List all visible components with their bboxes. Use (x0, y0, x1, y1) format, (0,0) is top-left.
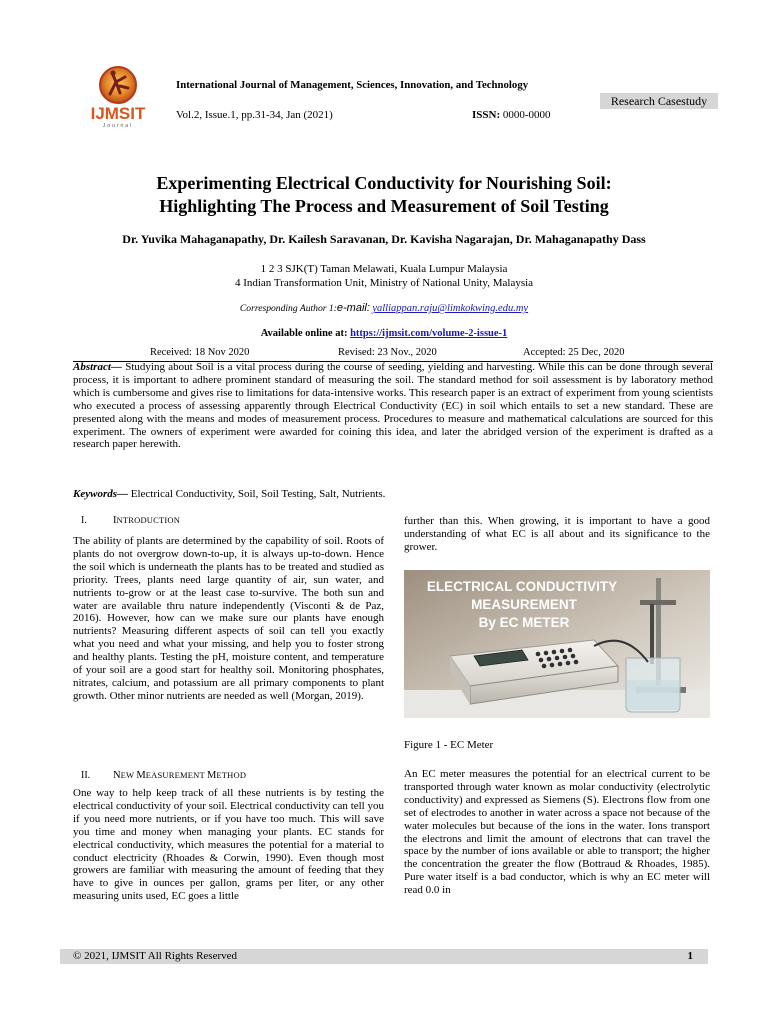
method-body (73, 787, 384, 903)
ec-meter-paragraph: An EC meter measures the potential for an electrical current to be transported through water known as molar conductivity (electrolytic conductivity) and expressed as Siemens (S). Electrons flow from one set of electrodes to another in water across a space not because of the water molecules but because of the ions in the water. Ions transport the electrons and limit the amount of electrons that can travel the space by the number of ions available or able to transport; the higher the concentration the greater the flow (Bottraud & Rhoades, 1985). Pure water itself is a bad conductor, which is why an EC meter will read 0.0 in (404, 768, 710, 897)
issn-label: ISSN: (472, 109, 501, 121)
abstract (73, 361, 713, 451)
figure-caption: Figure 1 - EC Meter (404, 739, 494, 751)
affiliation-2: 4 Indian Transformation Unit, Ministry of National Unity, Malaysia (234, 277, 534, 289)
copyright: © 2021, IJMSIT All Rights Reserved (73, 950, 237, 962)
keywords-text: Electrical Conductivity, Soil, Soil Testing, Salt, Nutrients. (130, 488, 386, 500)
article-category: Research Casestudy (600, 93, 718, 109)
corresponding-author (60, 302, 708, 314)
journal-logo (80, 64, 156, 128)
issn-value: 0000-0000 (502, 109, 551, 121)
paper-title (60, 172, 708, 218)
author-email-link[interactable]: yalliappan.raju@limkokwing.edu.my (372, 303, 529, 314)
availability-line (60, 328, 708, 339)
figure-title-line-3: By EC METER (478, 615, 570, 630)
figure-title-line-1: ELECTRICAL CONDUCTIVITY (426, 579, 618, 594)
issn-info (472, 109, 551, 121)
introduction-paragraph: The ability of plants are determined by the capability of soil. Roots of plants do not overgrow down-to-up, it is always up-to-down. Hence the soil which is underneath the plants has to be treated and studied as priority. Trees, plants need large quantity of air, sun water, and nutrients to-grow or at the least case to-survive. The both sun and water are available thru nature independently (Visconti & de Paz, 2016). However, how can we make sure our plants have enough nutrients? Measuring different aspects of soil can tell you exactly what you need and what your missing, and help you to foster strong and healthy plants. Testing the pH, moisture content, and temperature of your soil are a good start for healthy soil. Monitoring phosphates, nitrates, calcium, and potassium are all primary components to plant growth. Other minor nutrients are needed as well (Morgan, 2019). (73, 535, 384, 702)
author-list: Dr. Yuvika Mahaganapathy, Dr. Kailesh Saravanan, Dr. Kavisha Nagarajan, Dr. Mahaganapathy Dass (122, 232, 646, 246)
affiliations (60, 262, 708, 290)
revised-date: Revised: 23 Nov., 2020 (338, 347, 437, 358)
section-heading-introduction: I. INTRODUCTION (73, 515, 180, 526)
abstract-label: Abstract— (73, 361, 122, 373)
ec-meter-figure (404, 570, 710, 718)
logo-text: IJMSIT (90, 104, 146, 123)
available-label: Available online at: (260, 328, 348, 339)
abstract-text: Studying about Soil is a vital process during the course of seeding, yielding and harvesting. While this can be done through several process, it is important to adhere prominent standard of measuring the soil. The standard method for soil assessment is by laboratory method which is cumbersome and gives rise to limitations for data-intensive works. This research paper is an extract of experiment from young scientists who executed a process of assessing apparently through Electrical Conductivity (EC) in soil which entails to set a new standard. These are presented along with the means and modes of measurement process. Procedures to measure and mathematical calculations are sourced for this experiment. The owners of experiment were awarded for coining this idea, and later the abridged version of the experiment is drafted as a research paper herewith. (73, 361, 714, 451)
keywords-label: Keywords— (73, 488, 128, 500)
section-number: I. (81, 515, 87, 526)
title-line-2: Highlighting The Process and Measurement of Soil Testing (159, 196, 609, 216)
page-footer (60, 949, 708, 964)
introduction-body (73, 535, 384, 703)
title-line-1: Experimenting Electrical Conductivity for Nourishing Soil: (156, 173, 612, 193)
figure-title-line-2: MEASUREMENT (471, 597, 577, 612)
received-date: Received: 18 Nov 2020 (150, 347, 250, 358)
corresponding-label: Corresponding Author 1: (239, 303, 337, 314)
logo-subtext: Journal (102, 123, 134, 128)
page-number: 1 (687, 950, 693, 962)
section-heading-new-measurement-method: II. NEW MEASUREMENT METHOD (73, 770, 246, 781)
section-number: II. (81, 770, 91, 781)
keywords (73, 488, 713, 500)
journal-name: International Journal of Management, Sciences, Innovation, and Technology (176, 79, 529, 91)
right-column-paragraph: further than this. When growing, it is important to have a good understanding of what EC is all about and its significance to the grower. (404, 515, 710, 553)
right-column-intro (404, 515, 710, 554)
accepted-date: Accepted: 25 Dec, 2020 (523, 347, 625, 358)
email-label: e-mail: (336, 302, 370, 314)
volume-info: Vol.2, Issue.1, pp.31-34, Jan (2021) (176, 109, 333, 121)
right-column-ec-meter (404, 768, 710, 897)
article-url-link[interactable]: https://ijmsit.com/volume-2-issue-1 (350, 328, 508, 339)
article-dates (73, 347, 705, 361)
method-paragraph: One way to help keep track of all these nutrients is by testing the electrical conductivity of your soil. Electrical conductivity can tell you if you need more nutrients, or if you have too much. This will save you time and money when managing your plants. EC stands for electrical conductivity, which measures the potential for a material to conduct electricity (Rhoades & Corwin, 1990). Even though most growers are familiar with measuring the amount of feeding that they have to give in ounces per gallon, grams per liter, or any other measuring units used, EC goes a little (73, 787, 384, 903)
affiliation-1: 1 2 3 SJK(T) Taman Melawati, Kuala Lumpur Malaysia (260, 263, 508, 275)
